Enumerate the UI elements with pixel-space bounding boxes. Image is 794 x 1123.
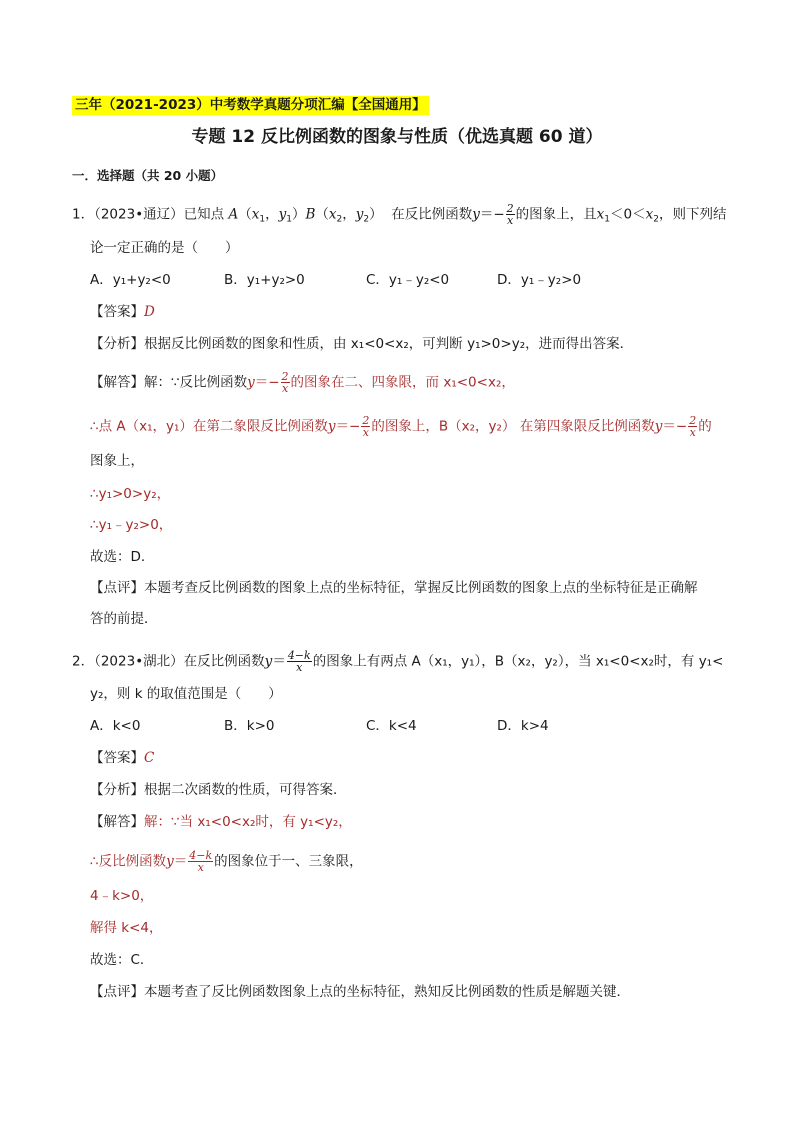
option-c: C．k<4 (366, 718, 417, 734)
fraction: $\frac{4-k}{x}$ (287, 649, 311, 674)
question-2-stem-line1: 2．（2023•湖北）在反比例函数y＝ $\frac{4-k}{x}$ 的图象上有两点 A（x₁，y₁），B（x₂，y₂），当 x₁<0<x₂时，有 y₁< (72, 649, 724, 674)
solution-line: 图象上， (90, 453, 144, 469)
analysis-row: 【分析】根据二次函数的性质，可得答案． (90, 782, 347, 798)
fraction: $\frac{4-k}{x}$ (189, 849, 213, 874)
solution-line: 4﹣k>0， (90, 888, 154, 904)
fraction: $\frac{2}{x}$ (689, 414, 697, 439)
solution-line: 故选：D． (90, 549, 155, 565)
solution-line: ∴y₁﹣y₂>0， (90, 517, 173, 533)
question-2-stem-line2: y₂，则 k 的取值范围是（ ） (90, 686, 282, 702)
answer-row: 【答案】D (90, 304, 155, 320)
option-d: D．y₁﹣y₂>0 (497, 272, 582, 288)
question-1-stem-line1: 1．（2023•通辽）已知点 $A(x_1$，$y_1)B(x_2$，$y_2$） 在反比例函数y＝− $\frac{2}{x}$ 的图象上，且$x_1<0<x_2$，则下列结 (72, 202, 727, 227)
solution-line: 解得 k<4， (90, 920, 163, 936)
question-source: （2023•湖北）在反比例函数 (94, 653, 265, 670)
option-a: A．k<0 (90, 718, 141, 734)
question-number: 2． (72, 653, 95, 670)
option-a: A．y₁+y₂<0 (90, 272, 171, 288)
solution-line: 故选：C． (90, 952, 154, 968)
option-b: B．y₁+y₂>0 (224, 272, 305, 288)
series-header-band: 三年（2021-2023）中考数学真题分项汇编【全国通用】 (72, 96, 429, 115)
solution-line: ∴y₁>0>y₂， (90, 486, 171, 502)
fraction: $\frac{2}{x}$ (506, 202, 514, 227)
analysis-row: 【分析】根据反比例函数的图象和性质，由 x₁<0<x₂，可判断 y₁>0>y₂，进而得出答案． (90, 336, 634, 352)
comment-row-cont: 答的前提． (90, 611, 158, 627)
solution-row: 【解答】解：∵反比例函数y＝− $\frac{2}{x}$ 的图象在二、四象限，而 x₁<0<x₂， (90, 370, 515, 395)
question-1-stem-line2: 论一定正确的是（ ） (90, 240, 239, 256)
option-d: D．k>4 (497, 718, 549, 734)
solution-row: 【解答】解：∵当 x₁<0<x₂时，有 y₁<y₂， (90, 814, 352, 830)
question-source: （2023•通辽）已知点 (94, 206, 225, 223)
fraction: $\frac{2}{x}$ (281, 370, 289, 395)
answer-value: D (144, 304, 155, 320)
comment-row: 【点评】本题考查反比例函数的图象上点的坐标特征，掌握反比例函数的图象上点的坐标特征是正确解 (90, 580, 698, 596)
answer-value: C (144, 750, 155, 766)
solution-line: ∴反比例函数y＝ $\frac{4-k}{x}$ 的图象位于一、三象限， (90, 849, 363, 874)
comment-row: 【点评】本题考查了反比例函数图象上点的坐标特征，熟知反比例函数的性质是解题关键． (90, 984, 630, 1000)
fraction: $\frac{2}{x}$ (362, 414, 370, 439)
question-number: 1． (72, 206, 95, 223)
answer-row: 【答案】C (90, 750, 155, 766)
option-b: B．k>0 (224, 718, 275, 734)
section-heading: 一．选择题（共 20 小题） (72, 168, 224, 183)
page-title: 专题 12 反比例函数的图象与性质（优选真题 60 道） (191, 127, 603, 147)
option-c: C．y₁﹣y₂<0 (366, 272, 450, 288)
solution-line: ∴点 A（x₁，y₁）在第二象限反比例函数y＝− $\frac{2}{x}$ 的图象上，B（x₂，y₂） 在第四象限反比例函数y＝− $\frac{2}{x}$ 的 (90, 414, 712, 439)
